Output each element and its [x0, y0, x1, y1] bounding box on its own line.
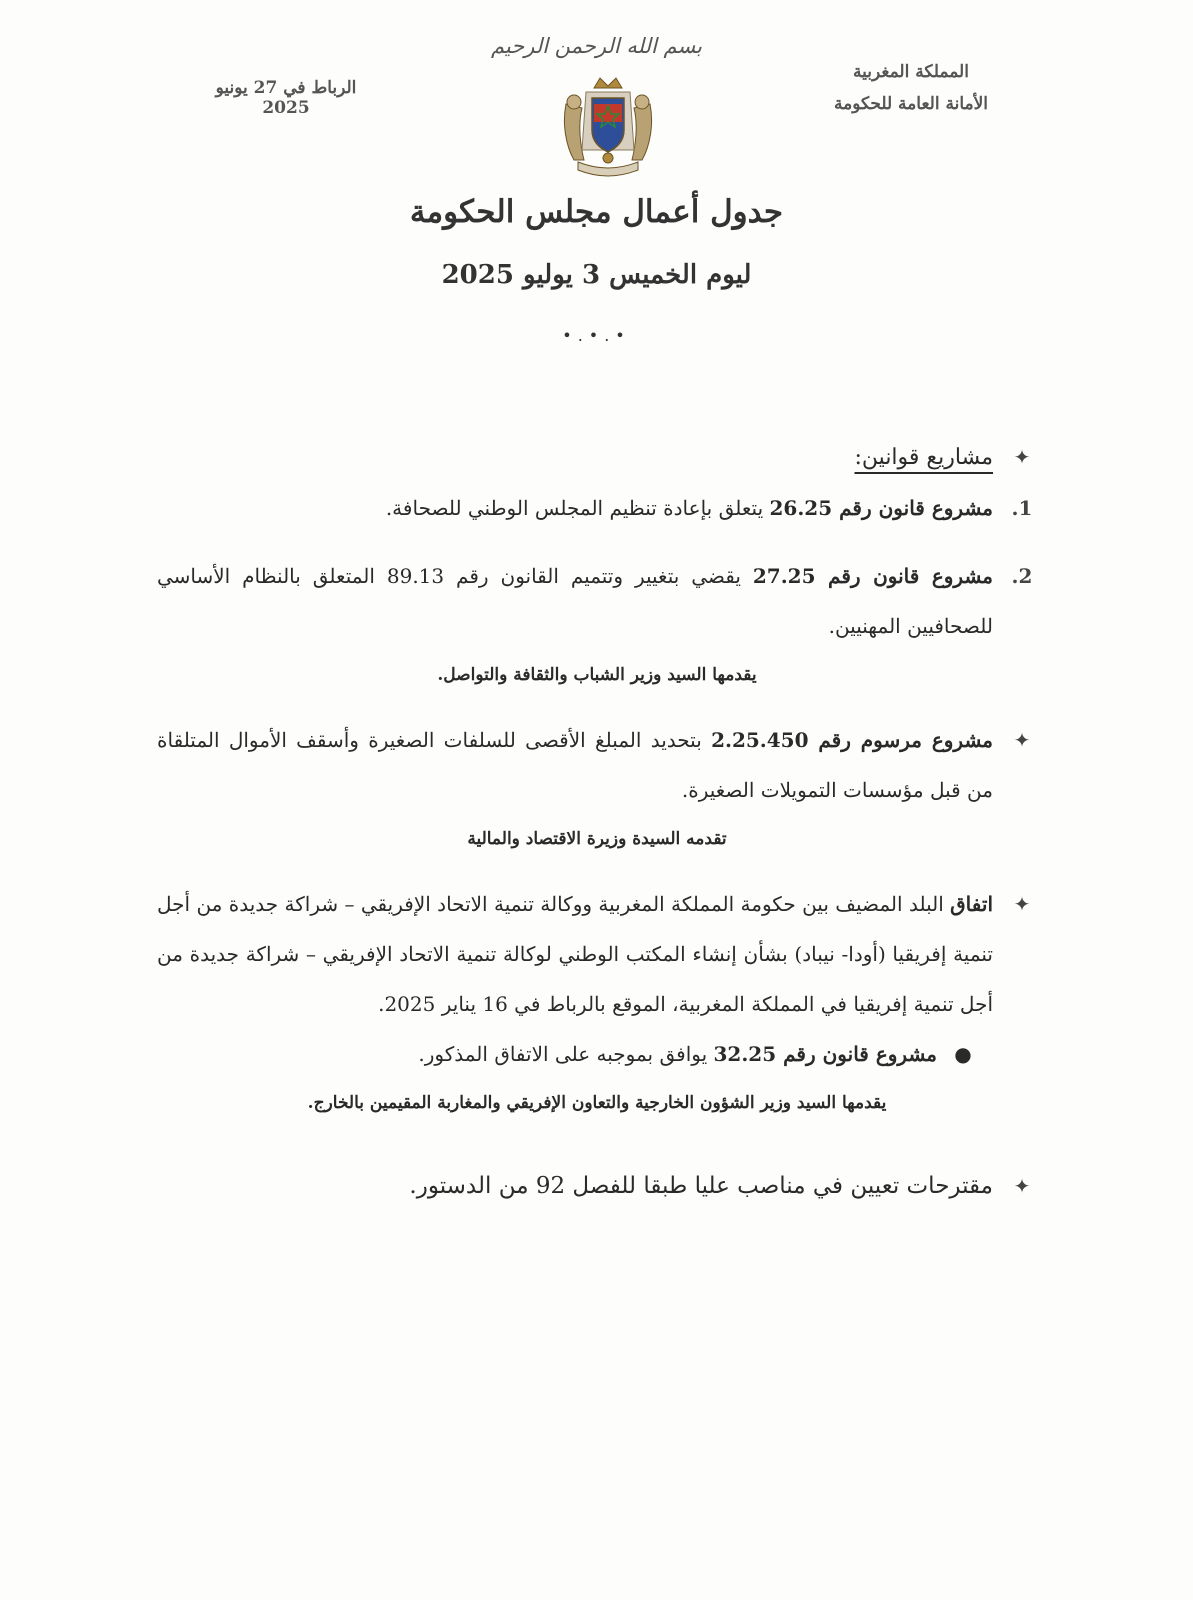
item-number: 2. [1011, 564, 1033, 588]
arrow-bullet-icon: ✦ [1013, 445, 1031, 469]
arrow-bullet-icon: ✦ [1013, 728, 1031, 752]
arrow-bullet-icon: ✦ [1013, 892, 1031, 916]
bill-item-1 [157, 483, 1037, 533]
arrow-bullet-icon: ✦ [1013, 1174, 1031, 1198]
dot-bullet-icon: ● [954, 1042, 972, 1066]
agreement-title: اتفاق [950, 892, 994, 916]
date-place: الرباط في 27 يونيو 2025 [215, 78, 357, 118]
agenda-body [157, 432, 1037, 1211]
basmala: بسم الله الرحمن الرحيم [490, 34, 703, 58]
bill-title: مشروع قانون رقم 27.25 [752, 564, 994, 588]
agreement-description: البلد المضيف بين حكومة المملكة المغربية ووكالة تنمية الاتحاد الإفريقي – شراكة جديدة من أجل تنمية إفريقيا (أودا- نيباد) بشأن إنشاء المكتب الوطني لوكالة تنمية الاتحاد الإفريقي – شراكة جديدة من أجل تنمية إفريقيا في المملكة المغربية، الموقع بالرباط في 16 يناير 2025. [157, 892, 993, 1016]
section-appointments [157, 1161, 1037, 1211]
section-agreement [157, 879, 1037, 1029]
sub-bill-title: مشروع قانون رقم 32.25 [713, 1042, 937, 1066]
presenter-line: يقدمها السيد وزير الشؤون الخارجية والتعاون الإفريقي والمغاربة المقيمين بالخارج. [307, 1093, 887, 1113]
presenter-line: يقدمها السيد وزير الشباب والثقافة والتواصل. [437, 665, 757, 685]
org-line-kingdom: المملكة المغربية [853, 62, 969, 82]
bill-description: يقضي بتغيير وتتميم القانون رقم 89.13 المتعلق بالنظام الأساسي للصحافيين المهنيين. [157, 564, 993, 638]
appointments-text: مقترحات تعيين في مناصب عليا طبقا للفصل 92 من الدستور. [409, 1173, 993, 1199]
agenda-date: ليوم الخميس 3 يوليو 2025 [441, 260, 752, 290]
agreement-sub-item [157, 1029, 1037, 1079]
decree-title: مشروع مرسوم رقم 2.25.450 [711, 728, 994, 752]
presenter-line: تقدمه السيدة وزيرة الاقتصاد والمالية [467, 829, 727, 849]
bill-title: مشروع قانون رقم 26.25 [769, 496, 993, 520]
issuing-authority [781, 56, 1041, 120]
section-heading-bills: مشاريع قوانين: [854, 445, 993, 470]
bill-item-2 [157, 551, 1037, 651]
royal-coat-of-arms-icon [560, 74, 656, 182]
agenda-title: جدول أعمال مجلس الحكومة [409, 194, 784, 230]
separator: •.•.• [562, 326, 631, 345]
decree-description: بتحديد المبلغ الأقصى للسلفات الصغيرة وأسقف الأموال المتلقاة من قبل مؤسسات التمويلات الصغيرة. [157, 728, 993, 802]
section-bills [157, 432, 1037, 483]
org-line-secretariat: الأمانة العامة للحكومة [833, 94, 989, 114]
bill-description: يتعلق بإعادة تنظيم المجلس الوطني للصحافة. [385, 496, 764, 520]
section-decree [157, 715, 1037, 815]
item-number: 1. [1011, 496, 1033, 520]
sub-bill-description: يوافق بموجبه على الاتفاق المذكور. [418, 1042, 708, 1066]
